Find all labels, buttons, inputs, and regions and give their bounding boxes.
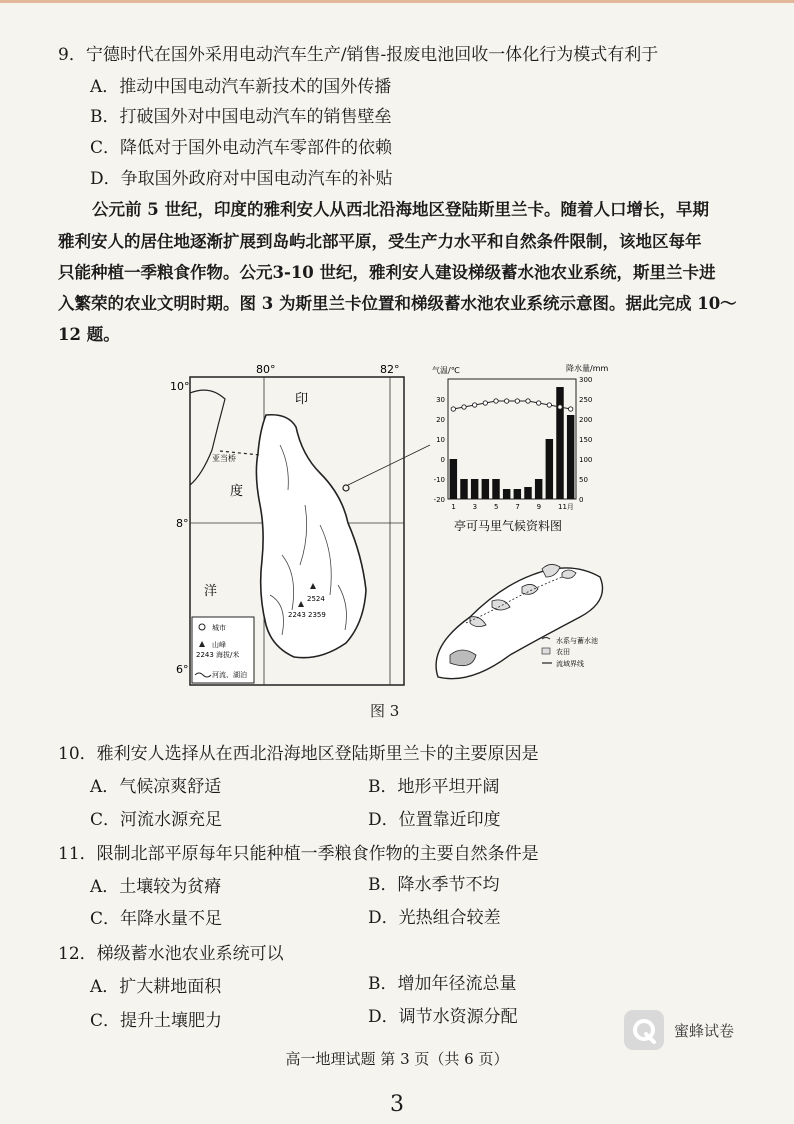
q10-option-a: A．气候凉爽舒适 [90,777,222,797]
month-tick-label: 11月 [558,503,574,511]
precip-bar [450,459,457,499]
lat-label-6: 6° [176,663,189,676]
passage-line-2: 雅利安人的居住地逐渐扩展到岛屿北部平原，受生产力水平和自然条件限制，该地区每年 [58,232,702,251]
peak-label-1: 2524 [307,595,325,603]
temperature-point [515,399,519,403]
q9-option-b: B．打破国外对中国电动汽车的销售壁垒 [90,107,392,127]
climate-caption: 亭可马里气候资料图 [454,519,563,533]
temperature-line [453,401,570,409]
reservoir-system-sketch [436,564,602,678]
q9-option-d: D．争取国外政府对中国电动汽车的补贴 [90,169,393,189]
sea-label-2: 度 [230,484,244,499]
temperature-point [558,405,562,409]
temp-tick-label: 0 [440,456,445,464]
legend-city: 城市 [212,624,226,632]
temp-tick-label: -20 [433,496,445,504]
q12-option-b: B．增加年径流总量 [368,974,517,994]
legend-peak: 山峰 [212,641,226,649]
reservoir-legend-1: 水系与蓄水池 [556,637,598,645]
sri-lanka-map [170,363,430,685]
city-marker [343,485,349,491]
q9-option-a: A．推动中国电动汽车新技术的国外传播 [90,77,392,97]
climate-ylabel-right: 降水量/mm [566,364,609,373]
temperature-point [472,403,476,407]
legend-river: 河流、湖泊 [212,671,247,679]
reservoir-legend-2: 农田 [556,648,570,656]
q10-stem: 10．雅利安人选择从在西北沿海地区登陆斯里兰卡的主要原因是 [58,744,539,764]
legend-alt: 2243 海拔/米 [196,651,240,659]
temperature-point [494,399,498,403]
q12-option-d: D．调节水资源分配 [368,1007,518,1027]
temp-tick-label: -10 [433,476,445,484]
precip-bar [503,489,510,499]
bridge-label: 亚当桥 [212,454,236,463]
q11-option-c: C．年降水量不足 [90,909,223,929]
q10-option-b: B．地形平坦开阔 [368,777,500,797]
q10-option-c: C．河流水源充足 [90,810,223,830]
temp-tick-label: 10 [436,436,445,444]
precip-tick-label: 100 [579,456,593,464]
temp-tick-label: 30 [436,396,445,404]
figure-label: 图 3 [370,702,400,720]
precip-tick-label: 150 [579,436,593,444]
climate-ylabel-left: 气温/℃ [432,366,460,375]
q12-option-c: C．提升土壤肥力 [90,1011,223,1031]
q9-stem: 9．宁德时代在国外采用电动汽车生产/销售-报废电池回收一体化行为模式有利于 [58,45,659,65]
precip-tick-label: 250 [579,396,593,404]
precip-bar [556,387,563,499]
precip-bar [514,489,521,499]
precip-tick-label: 0 [579,496,584,504]
sea-label-1: 印 [295,392,309,407]
lat-label-10: 10° [170,380,190,393]
lon-label-82: 82° [380,363,400,376]
passage-line-4: 入繁荣的农业文明时期。图 3 为斯里兰卡位置和梯级蓄水池农业系统示意图。据此完成 10～ [58,294,737,313]
page-footer: 高一地理试题 第 3 页（共 6 页） [285,1050,509,1068]
q12-option-a: A．扩大耕地面积 [90,977,222,997]
peak-label-2: 2243 [288,611,306,619]
reservoir-legend-3: 流域界线 [556,660,584,668]
precip-bar [482,479,489,499]
temp-tick-label: 20 [436,416,445,424]
q11-stem: 11．限制北部平原每年只能种植一季粮食作物的主要自然条件是 [58,844,539,864]
watermark-logo-icon [624,1010,664,1050]
page-number: 3 [390,1092,404,1117]
precip-tick-label: 300 [579,376,593,384]
legend-farmland-icon [542,648,550,654]
q9-option-c: C．降低对于国外电动汽车零部件的依赖 [90,138,393,158]
q11-option-a: A．土壤较为贫瘠 [90,877,222,897]
temperature-point [462,405,466,409]
temperature-point [483,401,487,405]
precip-bar [492,479,499,499]
precip-tick-label: 50 [579,476,588,484]
month-tick-label: 1 [451,503,456,511]
figure-3 [170,355,630,690]
precip-bar [460,479,467,499]
temperature-point [547,403,551,407]
lon-label-80: 80° [256,363,276,376]
month-tick-label: 9 [536,503,542,511]
temperature-point [568,407,572,411]
temperature-point [536,401,540,405]
q11-option-b: B．降水季节不均 [368,875,500,895]
top-border [0,0,794,3]
q11-option-d: D．光热组合较差 [368,908,501,928]
temperature-point [526,399,530,403]
precip-bar [471,479,478,499]
temperature-point [504,399,508,403]
precip-tick-label: 200 [579,416,593,424]
precip-bar [567,415,574,499]
watermark-text: 蜜蜂试卷 [674,1022,735,1040]
precip-bar [524,487,531,499]
month-tick-label: 3 [472,503,478,511]
lat-label-8: 8° [176,517,189,530]
month-tick-label: 5 [494,503,499,511]
passage-line-1: 公元前 5 世纪，印度的雅利安人从西北沿海地区登陆斯里兰卡。随着人口增长，早期 [92,200,709,219]
q10-option-d: D．位置靠近印度 [368,810,501,830]
q12-stem: 12．梯级蓄水池农业系统可以 [58,944,284,964]
temperature-point [451,407,455,411]
climate-chart [432,363,608,533]
passage-line-3: 只能种植一季粮食作物。公元3-10 世纪，雅利安人建设梯级蓄水池农业系统，斯里兰卡进 [58,263,716,282]
sea-label-3: 洋 [204,584,218,599]
passage-line-5: 12 题。 [58,325,120,344]
precip-bar [546,439,553,499]
peak-label-3: 2359 [308,611,326,619]
month-tick-label: 7 [515,503,520,511]
precip-bar [535,479,542,499]
legend-water-icon [542,638,550,640]
